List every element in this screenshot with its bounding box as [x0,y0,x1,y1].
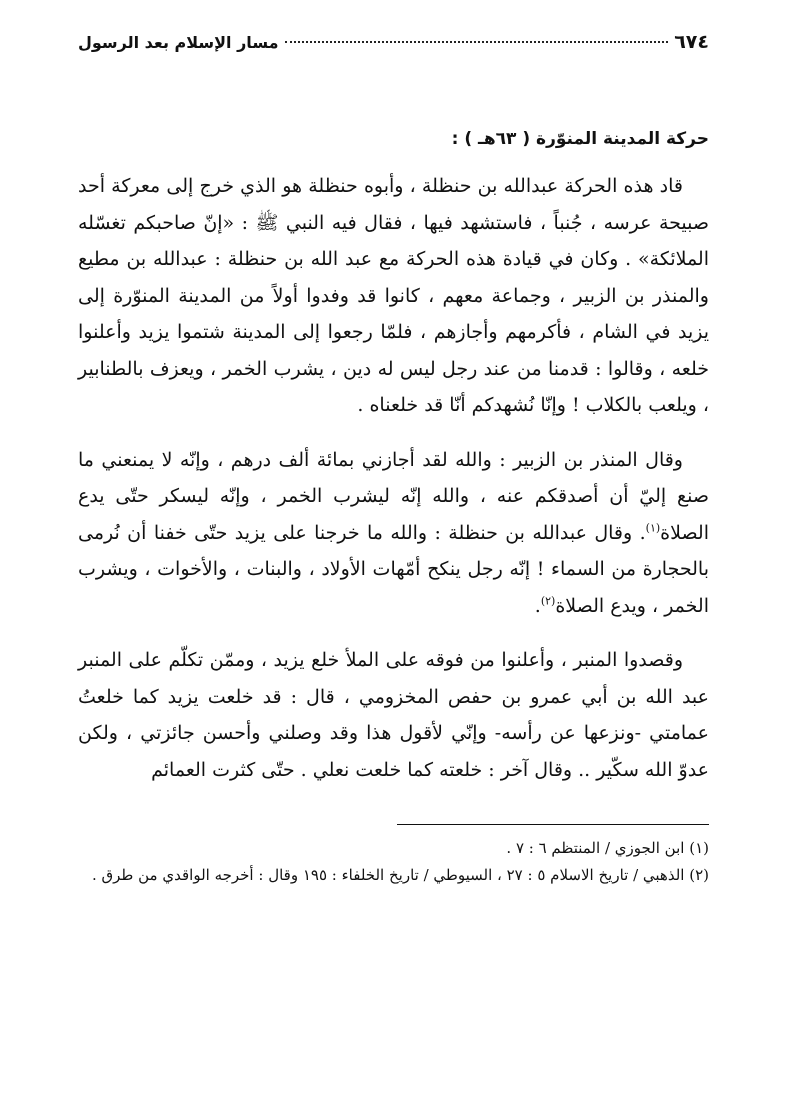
paragraph-3: وقصدوا المنبر ، وأعلنوا من فوقه على الملأ خلع يزيد ، وممّن تكلّم على المنبر عبد الله بن أبي عمرو بن حفص المخزومي ، قال : قد خلعت يزيد كما خلعتُ عمامتي -ونزعها عن رأسه- وإنّي لأقول هذا وقد وصلني وأحسن جائزتي ، ولكن عدوّ الله سكّير .. وقال آخر : خلعته كما خلعت نعلي . حتّى كثرت العمائم [78,649,709,781]
paragraph-2-part-c: . [534,594,541,617]
footnote-ref-2[interactable]: (٢) [540,594,556,608]
running-header [78,28,709,58]
paragraph-1: قاد هذه الحركة عبدالله بن حنظلة ، وأبوه حنظلة هو الذي خرج إلى معركة أحد صبيحة عرسه ، جُنباً ، فاستشهد فيها ، فقال فيه النبي ﷺ : «إنّ صاحبكم تغسّله الملائكة» . وكان في قيادة هذه الحركة مع عبد الله بن حنظلة : عبدالله بن مطيع والمنذر بن الزبير ، وجماعة معهم ، كانوا قد وفدوا أولاً من المدينة المنوّرة إلى يزيد في الشام ، فأكرمهم وأجازهم ، فلمّا رجعوا إلى المدينة شتموا يزيد وأعلنوا خلعه ، وقالوا : قدمنا من عند رجل ليس له دين ، يشرب الخمر ، ويعزف بالطنابير ، ويلعب بالكلاب ! وإنّا نُشهدكم أنّا قد خلعناه . [78,175,709,416]
page-number: ٦٧٤ [674,31,709,53]
book-page [78,28,709,1089]
section-heading: حركة المدينة المنوّرة ( ٦٣هـ ) : [451,129,709,149]
footnotes [78,835,709,889]
running-title: مسار الإسلام بعد الرسول [78,33,279,52]
footnote-1: (١) ابن الجوزي / المنتظم ٦ : ٧ . [506,839,709,857]
paragraph-2-part-a: وقال المنذر بن الزبير : والله لقد أجازني بمائة ألف درهم ، وإنّه لا يمنعني ما صنع إليّ أن أصدقكم عنه ، والله إنّه ليشرب الخمر ، وإنّه ليسكر حتّى يدع الصلاة [78,448,709,544]
paragraph-2 [78,442,709,625]
footnote-ref-1[interactable]: (١) [645,521,661,535]
header-dot-leader [285,41,669,43]
footnote-separator [397,824,709,825]
paragraph-2-part-b: . وقال عبدالله بن حنظلة : والله ما خرجنا على يزيد حتّى خفنا أن نُرمى بالحجارة من السماء ! إنّه رجل ينكح أمّهات الأولاد ، والبنات ، والأخوات ، ويشرب الخمر ، ويدع الصلاة [78,521,709,617]
footnote-2: (٢) الذهبي / تاريخ الاسلام ٥ : ٢٧ ، السيوطي / تاريخ الخلفاء : ١٩٥ وقال : أخرجه الواقدي من طرق . [91,866,709,884]
